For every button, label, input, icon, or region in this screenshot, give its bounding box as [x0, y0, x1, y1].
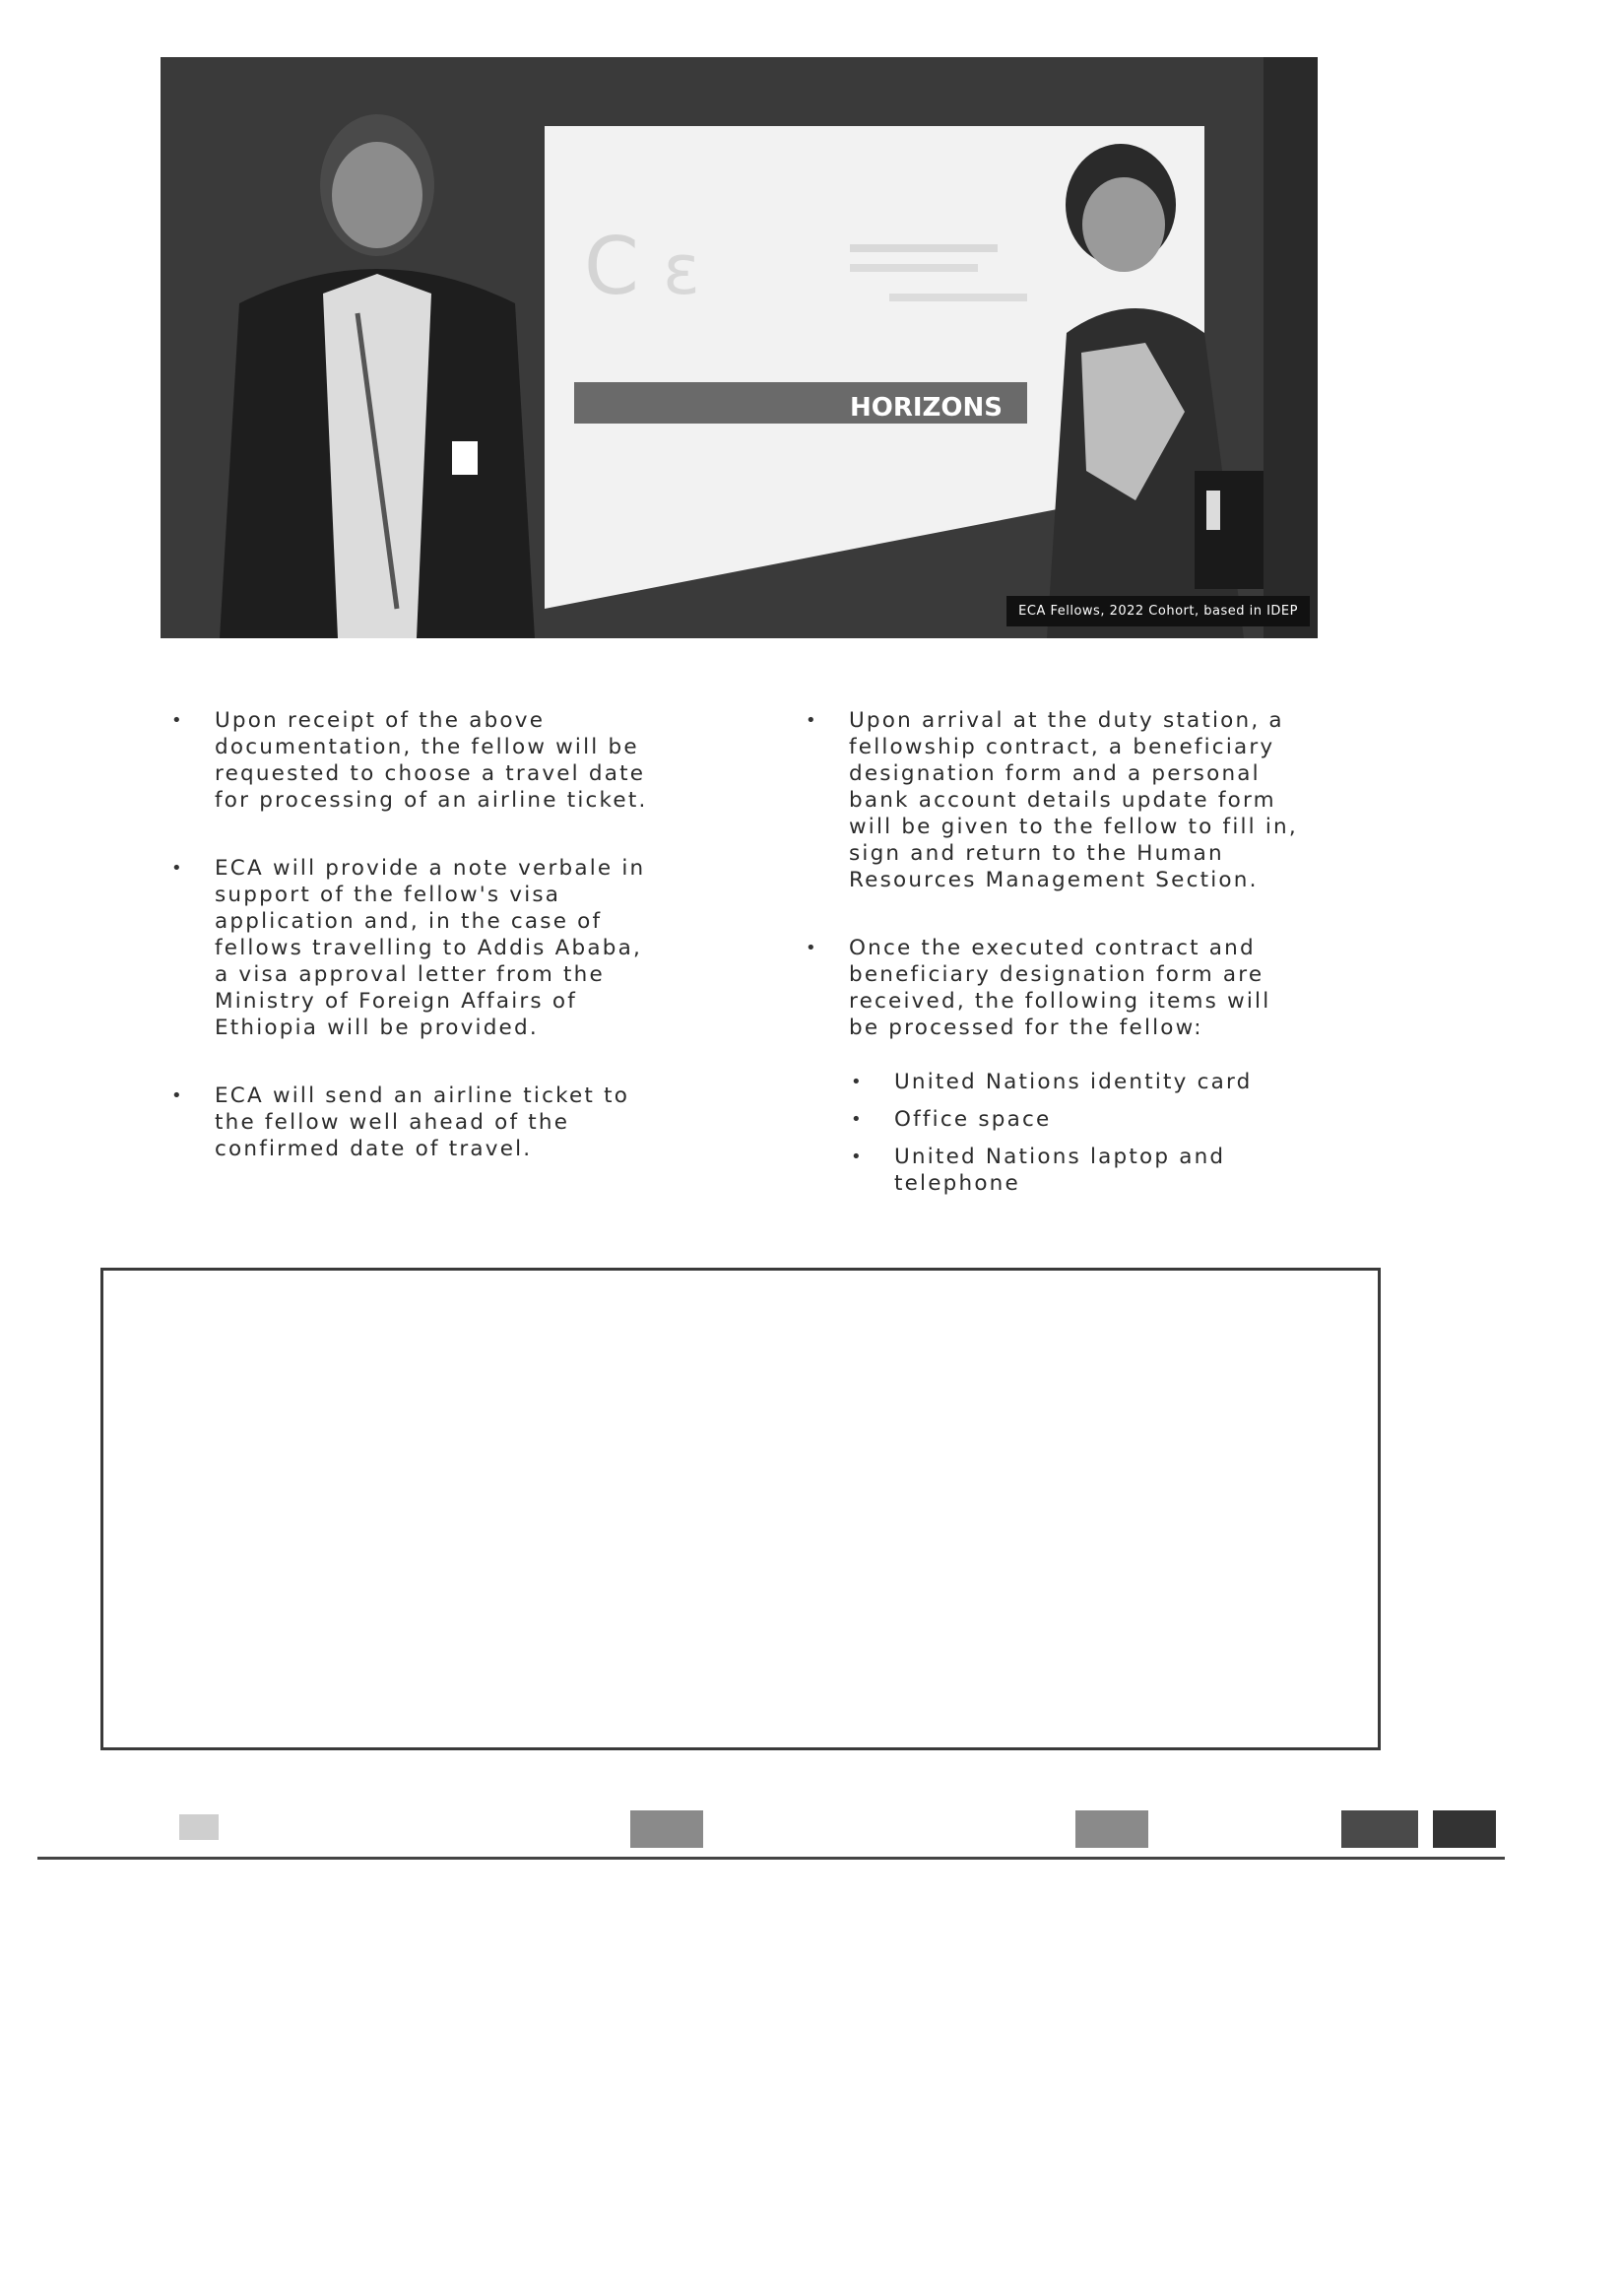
sub-list: [804, 1069, 1335, 1197]
list-item: • Upon receipt of the above documentation, the fellow will be requested to choose a travel date for processing of an airline ticket.: [169, 707, 701, 814]
photo-illustration: [161, 57, 1318, 638]
banner-sign-text: HORIZONS: [850, 393, 1003, 423]
sub-list-item: • United Nations laptop and telephone: [849, 1144, 1335, 1197]
footer-block: [1433, 1810, 1496, 1848]
footer-block: [630, 1810, 703, 1848]
cohort-photo: [161, 57, 1318, 638]
left-column: [169, 707, 701, 1204]
svg-text:ε: ε: [663, 230, 700, 310]
list-item: • Once the executed contract and beneficiary designation form are received, the following items will be processed for the fellow:: [804, 935, 1335, 1041]
photo-caption: ECA Fellows, 2022 Cohort, based in IDEP: [1006, 596, 1310, 626]
footer-mark: [179, 1814, 219, 1840]
sub-list-item: • United Nations identity card: [849, 1069, 1335, 1095]
footer-block: [1341, 1810, 1418, 1848]
empty-frame: [100, 1268, 1381, 1750]
list-item: • Upon arrival at the duty station, a fellowship contract, a beneficiary designation form and a personal bank account details update form will be given to the fellow to fill in, sign and return to the Human Resources Management Section.: [804, 707, 1335, 893]
list-item: • ECA will send an airline ticket to the fellow well ahead of the confirmed date of travel.: [169, 1082, 701, 1162]
svg-text:C: C: [584, 221, 639, 312]
list-item: • ECA will provide a note verbale in support of the fellow's visa application and, in the case of fellows travelling to Addis Ababa, a visa approval letter from the Ministry of Foreign Affairs of Ethiopia will be provided.: [169, 855, 701, 1041]
footer-block: [1075, 1810, 1148, 1848]
right-column: [804, 707, 1335, 1208]
footer-divider: [37, 1857, 1505, 1860]
sub-list-item: • Office space: [849, 1106, 1335, 1133]
